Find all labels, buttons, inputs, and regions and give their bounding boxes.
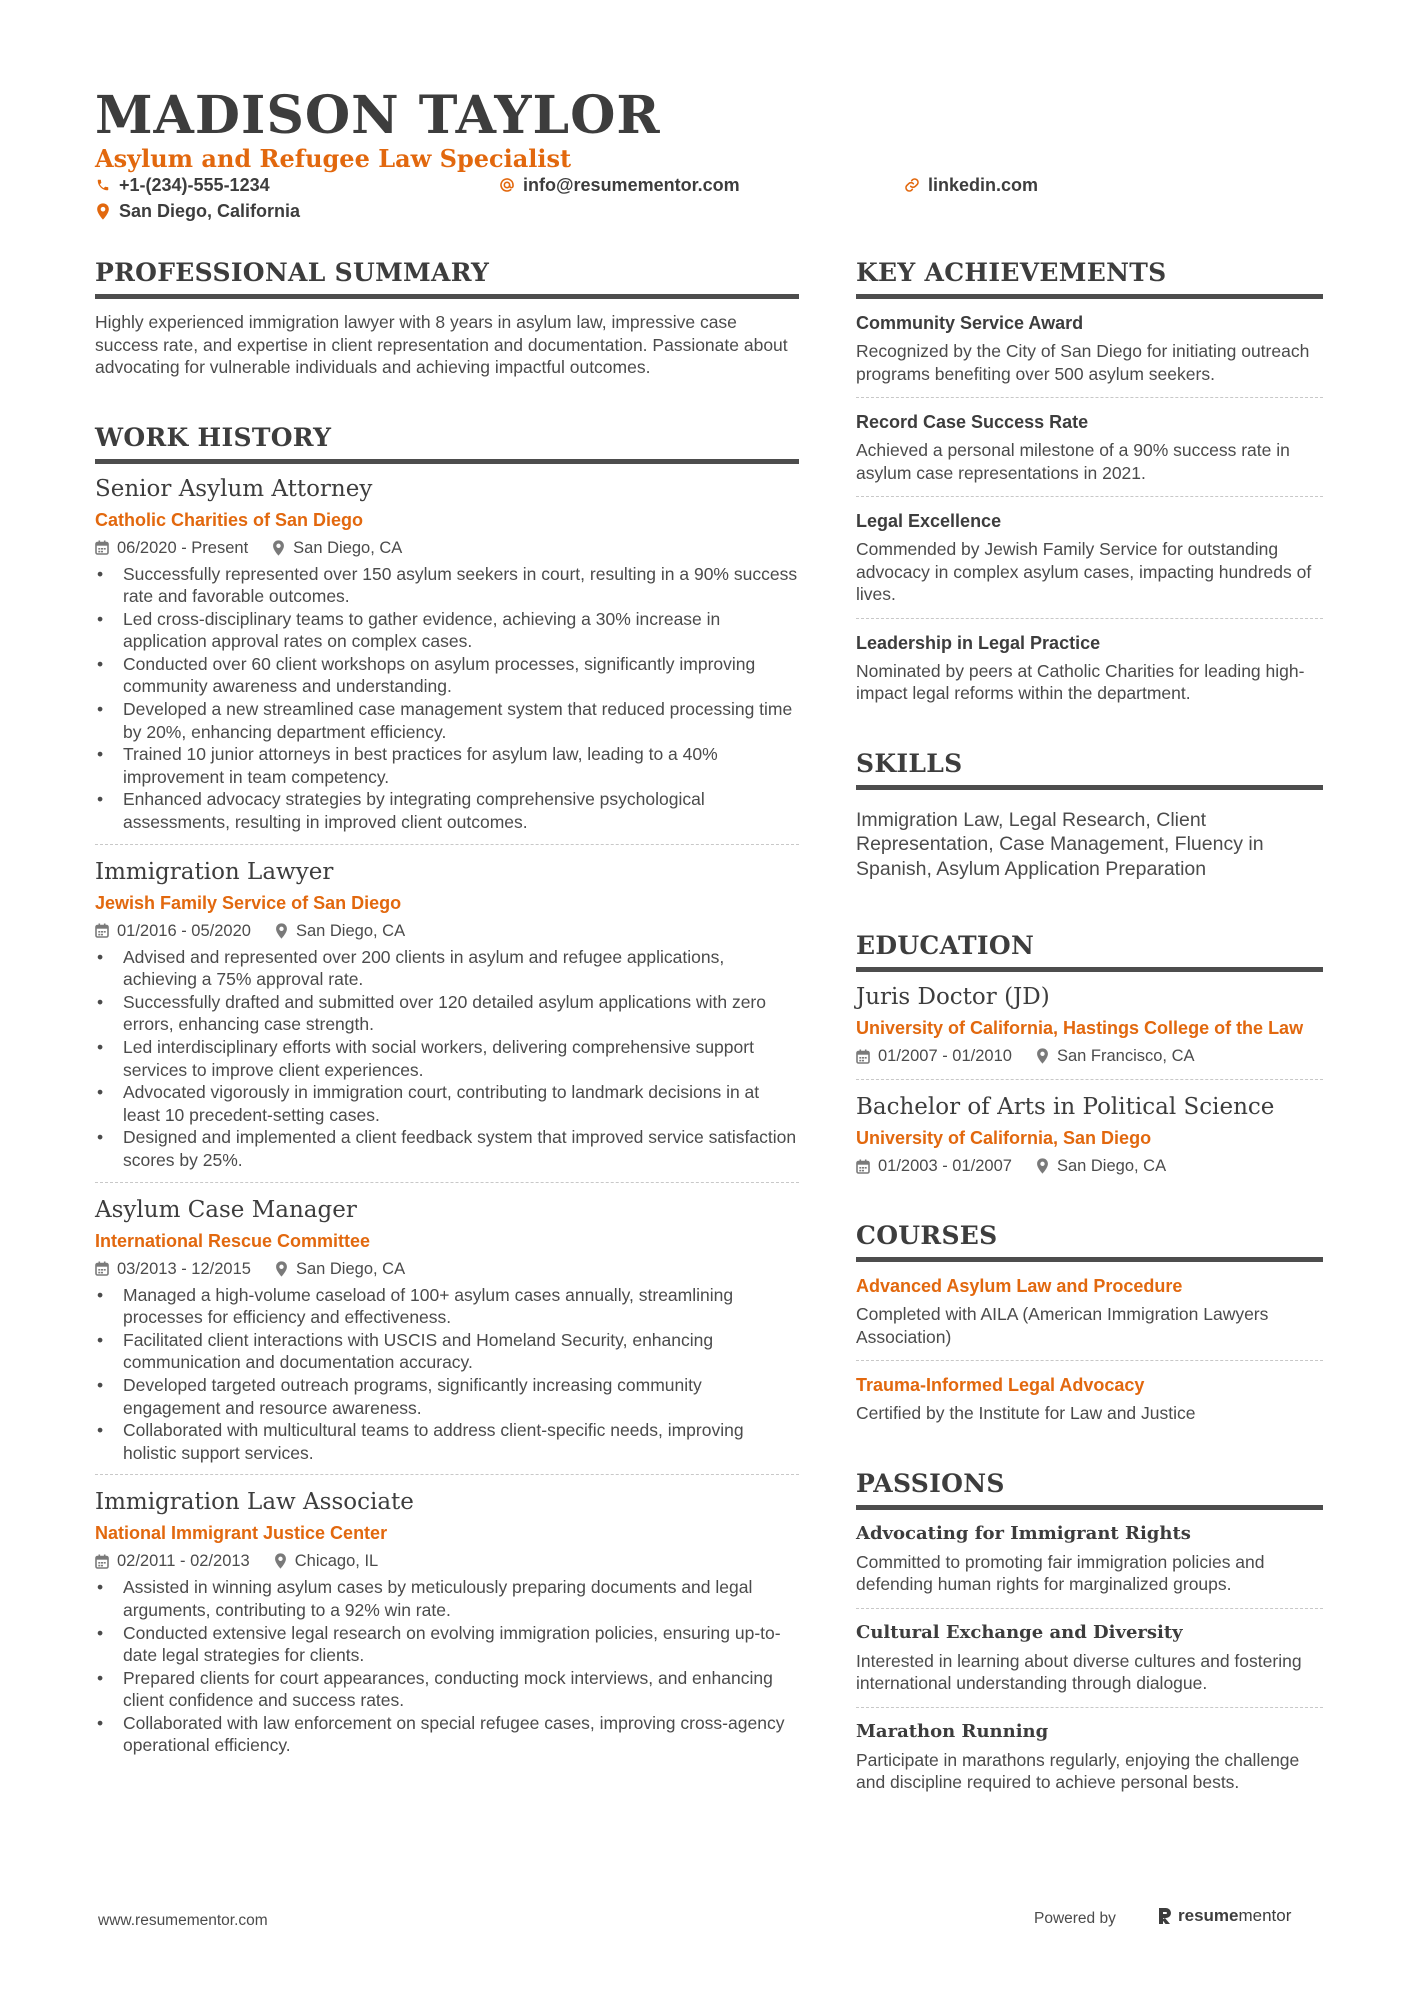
job-company: National Immigrant Justice Center [95,1523,388,1544]
passion-title: Marathon Running [856,1720,1049,1742]
job-location: Chicago, IL [294,1552,379,1571]
right-column [856,256,1323,1806]
education-item [856,972,1323,1079]
job-bullet: • Conducted over 60 client workshops on asylum processes, significantly improving community awareness and understanding. [95,653,799,698]
map-pin-icon [275,923,288,939]
achievement-item [856,497,1323,618]
job-bullet: • Advised and represented over 200 clients in asylum and refugee applications, achieving a 75% approval rate. [95,946,799,991]
job-dates: 01/2016 - 05/2020 [117,921,251,940]
achievement-item [856,619,1323,717]
course-item [856,1262,1323,1360]
job-bullets [95,946,799,1172]
job-meta [95,920,799,942]
job-entry [95,857,799,1182]
job-title: Immigration Law Associate [95,1489,414,1516]
job-bullet: • Trained 10 junior attorneys in best practices for asylum law, leading to a 40% improvement in team competency. [95,743,799,788]
achievement-title: Legal Excellence [856,511,1002,531]
job-bullet: • Facilitated client interactions with USCIS and Homeland Security, enhancing communication and documentation accuracy. [95,1329,799,1374]
degree-title: Juris Doctor (JD) [856,984,1050,1010]
job-entry [95,1487,799,1767]
contact-phone [95,173,270,197]
location-text: San Diego, California [119,201,301,221]
education-meta [856,1155,1323,1177]
job-bullet: • Developed targeted outreach programs, significantly increasing community engagement and resource awareness. [95,1374,799,1419]
job-meta [95,1550,799,1572]
job-bullet: • Managed a high-volume caseload of 100+ asylum cases annually, streamlining processes for efficiency and effectiveness. [95,1284,799,1329]
left-column [95,256,799,1767]
map-pin-icon [274,1553,287,1569]
contact-email [499,173,740,197]
footer-website[interactable]: www.resumementor.com [98,1912,268,1929]
job-bullets [95,563,799,834]
achievement-desc: Commended by Jewish Family Service for outstanding advocacy in complex asylum cases, impacting hundreds of lives. [856,539,1312,604]
job-entry [95,474,799,844]
courses-heading: COURSES [856,1219,1323,1262]
job-dates: 02/2011 - 02/2013 [117,1552,250,1571]
passion-item [856,1708,1323,1806]
job-bullet: • Developed a new streamlined case management system that reduced processing time by 20%, enhancing department efficiency. [95,698,799,743]
brand-mark-icon [1157,1906,1173,1926]
job-bullet: • Conducted extensive legal research on evolving immigration policies, ensuring up-to-date legal strategies for clients. [95,1622,799,1667]
job-bullet: • Led interdisciplinary efforts with social workers, delivering comprehensive support services to improve client experiences. [95,1036,799,1081]
achievement-desc: Nominated by peers at Catholic Charities for leading high-impact legal reforms within the department. [856,660,1305,703]
footer-powered-by: Powered by [1034,1910,1116,1927]
work-history-heading: WORK HISTORY [95,421,799,464]
brand-mentor-text: mentor [1238,1906,1292,1925]
job-bullet: • Led cross-disciplinary teams to gather evidence, achieving a 30% increase in application approval rates on complex cases. [95,608,799,653]
course-desc: Completed with AILA (American Immigration Lawyers Association) [856,1304,1269,1347]
job-dates: 06/2020 - Present [117,538,249,557]
course-title: Advanced Asylum Law and Procedure [856,1276,1183,1296]
course-title: Trauma-Informed Legal Advocacy [856,1375,1145,1395]
job-entry [95,1195,799,1475]
job-bullet: • Advocated vigorously in immigration court, contributing to landmark decisions in at least 10 precedent-setting cases. [95,1081,799,1126]
calendar-icon [95,1554,109,1569]
job-bullet: • Collaborated with multicultural teams to address client-specific needs, improving holistic support services. [95,1419,799,1464]
calendar-icon [856,1159,870,1174]
passion-desc: Committed to promoting fair immigration policies and defending human rights for marginalized groups. [856,1551,1265,1594]
at-icon [499,176,515,194]
passion-desc: Participate in marathons regularly, enjoying the challenge and discipline required to achieve personal bests. [856,1749,1300,1792]
job-bullet: • Designed and implemented a client feedback system that improved service satisfaction scores by 25%. [95,1126,799,1171]
passion-item [856,1609,1323,1707]
degree-title: Bachelor of Arts in Political Science [856,1094,1275,1120]
job-divider [95,1474,799,1475]
job-title: Immigration Lawyer [95,858,334,885]
job-meta [95,537,799,559]
passion-desc: Interested in learning about diverse cultures and fostering international understanding through dialogue. [856,1650,1302,1693]
map-pin-icon [1036,1158,1049,1174]
email-text[interactable]: info@resumementor.com [523,175,740,195]
school-name: University of California, San Diego [856,1128,1152,1148]
job-location: San Diego, CA [295,921,406,940]
calendar-icon [95,923,109,938]
education-dates: 01/2007 - 01/2010 [878,1047,1012,1065]
job-company: International Rescue Committee [95,1230,371,1251]
job-bullet: • Enhanced advocacy strategies by integrating comprehensive psychological assessments, resulting in improved client outcomes. [95,788,799,833]
education-heading: EDUCATION [856,929,1323,972]
course-desc: Certified by the Institute for Law and Justice [856,1403,1196,1423]
skills-heading: SKILLS [856,747,1323,790]
map-pin-icon [95,202,111,220]
job-title: Asylum Case Manager [95,1196,357,1223]
skills-text: Immigration Law, Legal Research, Client Representation, Case Management, Fluency in Spanish, Asylum Application Preparation [856,808,1264,880]
map-pin-icon [272,540,285,556]
calendar-icon [95,1261,109,1276]
map-pin-icon [1036,1048,1049,1064]
link-icon [904,176,920,194]
passion-item [856,1510,1323,1608]
school-name: University of California, Hastings College of the Law [856,1018,1304,1038]
education-location: San Francisco, CA [1056,1047,1195,1065]
linkedin-text[interactable]: linkedin.com [928,175,1039,195]
job-bullet: • Collaborated with law enforcement on special refugee cases, improving cross-agency operational efficiency. [95,1712,799,1757]
phone-icon [95,176,111,194]
job-company: Catholic Charities of San Diego [95,509,364,530]
job-company: Jewish Family Service of San Diego [95,892,402,913]
job-title: Senior Asylum Attorney [95,475,373,502]
passions-heading: PASSIONS [856,1467,1323,1510]
education-location: San Diego, CA [1056,1157,1167,1175]
job-divider [95,1182,799,1183]
job-bullet: • Successfully represented over 150 asylum seekers in court, resulting in a 90% success rate and favorable outcomes. [95,563,799,608]
summary-text: Highly experienced immigration lawyer with 8 years in asylum law, impressive case success rate, and expertise in client representation and documentation. Passionate about advocating for vulnerable individuals and achieving impactful outcomes. [95,312,788,377]
job-divider [95,844,799,845]
education-meta [856,1045,1323,1067]
education-dates: 01/2003 - 01/2007 [878,1157,1012,1175]
achievement-desc: Recognized by the City of San Diego for initiating outreach programs benefiting over 500 asylum seekers. [856,341,1310,384]
achievement-title: Record Case Success Rate [856,412,1089,432]
achievements-heading: KEY ACHIEVEMENTS [856,256,1323,299]
job-bullet: • Prepared clients for court appearances, conducting mock interviews, and enhancing client confidence and success rates. [95,1667,799,1712]
map-pin-icon [275,1261,288,1277]
candidate-name: MADISON TAYLOR [95,85,661,146]
achievement-desc: Achieved a personal milestone of a 90% success rate in asylum case representations in 2021. [856,440,1290,483]
job-location: San Diego, CA [295,1259,406,1278]
footer-brand-logo[interactable] [1157,1906,1291,1926]
education-item [856,1080,1323,1189]
job-dates: 03/2013 - 12/2015 [117,1259,251,1278]
passion-title: Cultural Exchange and Diversity [856,1621,1183,1643]
achievement-item [856,398,1323,496]
achievement-title: Community Service Award [856,313,1084,333]
job-bullets [95,1576,799,1757]
job-meta [95,1258,799,1280]
passion-title: Advocating for Immigrant Rights [856,1522,1191,1544]
achievement-item [856,299,1323,397]
job-bullet: • Assisted in winning asylum cases by meticulously preparing documents and legal arguments, contributing to a 92% win rate. [95,1576,799,1621]
achievement-title: Leadership in Legal Practice [856,632,1101,653]
job-bullet: • Successfully drafted and submitted over 120 detailed asylum applications with zero errors, enhancing case strength. [95,991,799,1036]
phone-text[interactable]: +1-(234)-555-1234 [119,175,270,195]
calendar-icon [856,1049,870,1064]
course-item [856,1361,1323,1437]
contact-location [95,199,300,223]
job-bullets [95,1284,799,1465]
brand-resume-text: resume [1178,1906,1239,1925]
contact-linkedin [904,173,1038,197]
candidate-headline: Asylum and Refugee Law Specialist [95,144,572,173]
job-location: San Diego, CA [293,538,403,557]
calendar-icon [95,540,109,555]
summary-heading: PROFESSIONAL SUMMARY [95,256,799,299]
